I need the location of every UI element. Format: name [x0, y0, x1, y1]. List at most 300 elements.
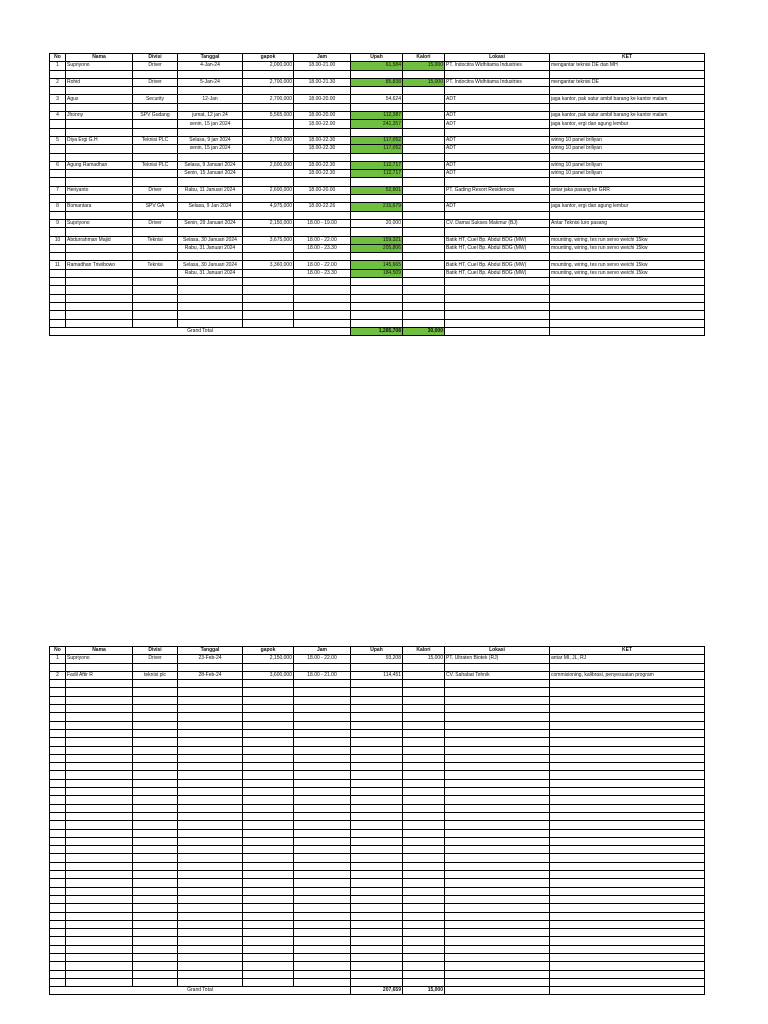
- cell-no: 8: [50, 203, 66, 211]
- table-row: [50, 713, 705, 721]
- cell-jam: [294, 887, 351, 895]
- cell-tanggal: [178, 846, 243, 854]
- cell-kalori: [403, 178, 445, 186]
- table-row: [50, 228, 705, 236]
- cell-nama: [66, 837, 133, 845]
- cell-nama: [66, 812, 133, 820]
- grand-total-label: Grand Total: [50, 327, 351, 335]
- table-2-body: [50, 655, 705, 987]
- cell-kalori: [403, 120, 445, 128]
- cell-nama: [66, 771, 133, 779]
- cell-divisi: [133, 846, 178, 854]
- cell-no: [50, 729, 66, 737]
- cell-tanggal: Selasa, 9 Jan 2024: [178, 203, 243, 211]
- cell-jam: [294, 311, 351, 319]
- cell-upah: [351, 286, 403, 294]
- table-row: [50, 788, 705, 796]
- cell-lokasi: [445, 804, 550, 812]
- cell-no: [50, 696, 66, 704]
- cell-kalori: [403, 219, 445, 227]
- cell-gapok: [243, 887, 294, 895]
- cell-divisi: [133, 920, 178, 928]
- table-1-body: [50, 62, 705, 328]
- cell-gapok: [243, 978, 294, 986]
- cell-ket: [550, 871, 705, 879]
- cell-lokasi: [445, 705, 550, 713]
- cell-nama: Supriyono: [66, 62, 133, 70]
- cell-lokasi: [445, 779, 550, 787]
- cell-tanggal: [178, 829, 243, 837]
- cell-no: [50, 920, 66, 928]
- cell-tanggal: [178, 812, 243, 820]
- cell-upah: [351, 895, 403, 903]
- cell-jam: 18.00 - 22.00: [294, 261, 351, 269]
- cell-ket: [550, 912, 705, 920]
- cell-nama: [66, 128, 133, 136]
- overtime-table-1: [49, 53, 705, 336]
- cell-upah: [351, 103, 403, 111]
- cell-nama: [66, 904, 133, 912]
- cell-divisi: Driver: [133, 78, 178, 86]
- cell-no: [50, 829, 66, 837]
- cell-gapok: [243, 771, 294, 779]
- cell-upah: 112,717: [351, 170, 403, 178]
- cell-divisi: [133, 962, 178, 970]
- cell-upah: [351, 962, 403, 970]
- cell-kalori: [403, 261, 445, 269]
- cell-gapok: 3,675,000: [243, 236, 294, 244]
- cell-tanggal: [178, 796, 243, 804]
- cell-nama: [66, 854, 133, 862]
- cell-divisi: [133, 862, 178, 870]
- cell-tanggal: [178, 763, 243, 771]
- column-header-nama: Nama: [66, 647, 133, 655]
- column-header-lokasi: Lokasi: [445, 54, 550, 62]
- cell-upah: [351, 302, 403, 310]
- grand-total-upah: 1,285,708: [351, 327, 403, 335]
- cell-upah: 117,052: [351, 136, 403, 144]
- cell-ket: [550, 713, 705, 721]
- cell-upah: 93,208: [351, 655, 403, 663]
- cell-nama: [66, 103, 133, 111]
- cell-lokasi: Batik HT, Cuel Bp. Abdul BDG (MW): [445, 269, 550, 277]
- cell-kalori: [403, 186, 445, 194]
- table-row: [50, 696, 705, 704]
- cell-tanggal: [178, 294, 243, 302]
- cell-lokasi: [445, 763, 550, 771]
- cell-divisi: [133, 837, 178, 845]
- cell-nama: [66, 879, 133, 887]
- cell-divisi: [133, 153, 178, 161]
- cell-upah: [351, 837, 403, 845]
- cell-lokasi: [445, 178, 550, 186]
- cell-nama: [66, 804, 133, 812]
- cell-no: [50, 302, 66, 310]
- column-header-divisi: Divisi: [133, 647, 178, 655]
- cell-divisi: [133, 763, 178, 771]
- cell-kalori: [403, 228, 445, 236]
- cell-nama: Diya Ergi G.H: [66, 136, 133, 144]
- cell-nama: [66, 170, 133, 178]
- cell-gapok: 2,150,000: [243, 655, 294, 663]
- table-row: [50, 136, 705, 144]
- cell-ket: [550, 804, 705, 812]
- column-header-jam: Jam: [294, 647, 351, 655]
- cell-jam: [294, 153, 351, 161]
- cell-lokasi: [445, 937, 550, 945]
- cell-jam: [294, 680, 351, 688]
- cell-upah: [351, 779, 403, 787]
- table-row: [50, 70, 705, 78]
- cell-tanggal: senin, 15 jan 2024: [178, 120, 243, 128]
- column-header-no: No: [50, 54, 66, 62]
- cell-gapok: [243, 912, 294, 920]
- cell-tanggal: Rabu, 31 Januari 2024: [178, 244, 243, 252]
- cell-ket: [550, 978, 705, 986]
- cell-tanggal: Selasa, 30 Januari 2024: [178, 261, 243, 269]
- cell-tanggal: [178, 87, 243, 95]
- cell-ket: [550, 253, 705, 261]
- cell-gapok: [243, 746, 294, 754]
- cell-kalori: [403, 788, 445, 796]
- cell-tanggal: [178, 929, 243, 937]
- cell-divisi: [133, 721, 178, 729]
- cell-jam: 18.00-20.00: [294, 95, 351, 103]
- cell-nama: [66, 937, 133, 945]
- cell-upah: [351, 912, 403, 920]
- cell-tanggal: [178, 837, 243, 845]
- cell-kalori: [403, 269, 445, 277]
- cell-divisi: [133, 953, 178, 961]
- cell-gapok: 2,700,000: [243, 78, 294, 86]
- cell-no: [50, 278, 66, 286]
- table-row: [50, 721, 705, 729]
- cell-jam: [294, 195, 351, 203]
- cell-nama: [66, 920, 133, 928]
- cell-nama: [66, 821, 133, 829]
- cell-jam: 18.00-22.30: [294, 161, 351, 169]
- column-header-jam: Jam: [294, 54, 351, 62]
- table-row: [50, 829, 705, 837]
- cell-no: 1: [50, 655, 66, 663]
- cell-kalori: [403, 696, 445, 704]
- cell-gapok: [243, 278, 294, 286]
- cell-ket: [550, 103, 705, 111]
- table-row: [50, 62, 705, 70]
- table-row: [50, 937, 705, 945]
- cell-ket: mounting, wiring, tes run servo weichi 15kw: [550, 236, 705, 244]
- cell-gapok: [243, 70, 294, 78]
- cell-lokasi: [445, 286, 550, 294]
- cell-tanggal: [178, 319, 243, 327]
- cell-lokasi: [445, 879, 550, 887]
- cell-kalori: [403, 70, 445, 78]
- cell-upah: [351, 70, 403, 78]
- table-row: [50, 170, 705, 178]
- cell-kalori: [403, 153, 445, 161]
- cell-jam: [294, 729, 351, 737]
- cell-jam: 18.00-22.30: [294, 136, 351, 144]
- cell-tanggal: [178, 103, 243, 111]
- cell-jam: [294, 829, 351, 837]
- table-row: [50, 302, 705, 310]
- cell-ket: Antar Teknisi luro pasang: [550, 219, 705, 227]
- cell-divisi: [133, 195, 178, 203]
- cell-kalori: [403, 236, 445, 244]
- cell-jam: [294, 779, 351, 787]
- cell-nama: [66, 721, 133, 729]
- cell-ket: [550, 920, 705, 928]
- cell-tanggal: [178, 895, 243, 903]
- cell-nama: [66, 895, 133, 903]
- cell-divisi: [133, 754, 178, 762]
- cell-nama: [66, 70, 133, 78]
- cell-kalori: [403, 953, 445, 961]
- cell-nama: [66, 738, 133, 746]
- cell-kalori: 15,000: [403, 78, 445, 86]
- cell-no: [50, 713, 66, 721]
- table-row: [50, 738, 705, 746]
- table-row: [50, 978, 705, 986]
- cell-gapok: [243, 738, 294, 746]
- cell-no: [50, 754, 66, 762]
- cell-ket: [550, 680, 705, 688]
- table-row: [50, 128, 705, 136]
- table-row: [50, 771, 705, 779]
- cell-upah: 205,806: [351, 244, 403, 252]
- cell-nama: [66, 688, 133, 696]
- cell-lokasi: [445, 821, 550, 829]
- cell-lokasi: [445, 962, 550, 970]
- cell-upah: [351, 253, 403, 261]
- cell-upah: [351, 680, 403, 688]
- cell-gapok: [243, 937, 294, 945]
- table-2-grand-total-row: [50, 987, 705, 995]
- cell-ket: [550, 311, 705, 319]
- cell-jam: [294, 294, 351, 302]
- cell-upah: 241,257: [351, 120, 403, 128]
- cell-no: [50, 228, 66, 236]
- cell-nama: [66, 754, 133, 762]
- table-row: [50, 219, 705, 227]
- cell-gapok: [243, 311, 294, 319]
- cell-ket: [550, 286, 705, 294]
- table-row: [50, 879, 705, 887]
- cell-kalori: [403, 854, 445, 862]
- table-2-header-row: [50, 647, 705, 655]
- cell-jam: [294, 688, 351, 696]
- cell-kalori: [403, 663, 445, 671]
- cell-divisi: [133, 70, 178, 78]
- cell-lokasi: [445, 663, 550, 671]
- cell-kalori: [403, 195, 445, 203]
- cell-no: [50, 763, 66, 771]
- cell-kalori: [403, 203, 445, 211]
- cell-divisi: [133, 779, 178, 787]
- cell-divisi: [133, 713, 178, 721]
- cell-upah: [351, 920, 403, 928]
- cell-tanggal: [178, 195, 243, 203]
- cell-kalori: [403, 128, 445, 136]
- cell-lokasi: PT. Indocitra Widhitama Industries: [445, 78, 550, 86]
- cell-divisi: [133, 286, 178, 294]
- cell-gapok: 2,700,000: [243, 95, 294, 103]
- cell-no: [50, 970, 66, 978]
- cell-no: [50, 145, 66, 153]
- cell-kalori: [403, 904, 445, 912]
- cell-upah: 85,838: [351, 78, 403, 86]
- cell-divisi: Teknisi: [133, 261, 178, 269]
- cell-kalori: [403, 680, 445, 688]
- cell-jam: [294, 278, 351, 286]
- cell-kalori: [403, 779, 445, 787]
- cell-divisi: [133, 294, 178, 302]
- cell-kalori: [403, 244, 445, 252]
- cell-upah: 112,387: [351, 112, 403, 120]
- table-row: [50, 821, 705, 829]
- cell-upah: [351, 978, 403, 986]
- cell-divisi: [133, 904, 178, 912]
- cell-ket: [550, 837, 705, 845]
- cell-gapok: [243, 696, 294, 704]
- cell-lokasi: [445, 904, 550, 912]
- cell-ket: [550, 70, 705, 78]
- cell-kalori: [403, 796, 445, 804]
- cell-upah: 159,321: [351, 236, 403, 244]
- cell-no: 9: [50, 219, 66, 227]
- cell-jam: [294, 962, 351, 970]
- cell-upah: [351, 228, 403, 236]
- cell-upah: 145,665: [351, 261, 403, 269]
- overtime-table-2: [49, 646, 705, 995]
- cell-no: [50, 153, 66, 161]
- cell-no: [50, 128, 66, 136]
- cell-no: [50, 904, 66, 912]
- cell-jam: 18.00-22.30: [294, 170, 351, 178]
- cell-gapok: 5,565,000: [243, 112, 294, 120]
- cell-tanggal: [178, 153, 243, 161]
- cell-nama: [66, 178, 133, 186]
- cell-jam: [294, 228, 351, 236]
- cell-divisi: [133, 821, 178, 829]
- cell-lokasi: [445, 721, 550, 729]
- table-row: [50, 804, 705, 812]
- cell-lokasi: [445, 945, 550, 953]
- cell-nama: Agung Ramadhan: [66, 161, 133, 169]
- cell-upah: [351, 713, 403, 721]
- cell-jam: [294, 970, 351, 978]
- cell-jam: 18.00-22.30: [294, 145, 351, 153]
- cell-nama: Fadil Aftir R: [66, 671, 133, 679]
- cell-tanggal: [178, 937, 243, 945]
- table-row: [50, 779, 705, 787]
- cell-divisi: [133, 970, 178, 978]
- cell-no: [50, 688, 66, 696]
- cell-jam: [294, 211, 351, 219]
- grand-total-lokasi: [445, 327, 550, 335]
- cell-kalori: [403, 912, 445, 920]
- cell-jam: [294, 663, 351, 671]
- cell-tanggal: [178, 804, 243, 812]
- table-row: [50, 671, 705, 679]
- cell-gapok: [243, 319, 294, 327]
- table-row: [50, 78, 705, 86]
- cell-upah: 61,584: [351, 62, 403, 70]
- cell-jam: [294, 796, 351, 804]
- cell-no: [50, 244, 66, 252]
- cell-ket: jaga kantor, pak satur ambil barang ke kantor malam: [550, 112, 705, 120]
- table-row: [50, 688, 705, 696]
- cell-gapok: [243, 211, 294, 219]
- table-row: [50, 311, 705, 319]
- cell-no: [50, 912, 66, 920]
- cell-gapok: [243, 788, 294, 796]
- cell-no: [50, 937, 66, 945]
- cell-jam: [294, 128, 351, 136]
- table-1-grand-total-row: [50, 327, 705, 335]
- cell-ket: [550, 228, 705, 236]
- cell-gapok: [243, 862, 294, 870]
- cell-lokasi: [445, 920, 550, 928]
- cell-tanggal: [178, 746, 243, 754]
- cell-divisi: [133, 319, 178, 327]
- cell-tanggal: senin, 15 jan 2024: [178, 145, 243, 153]
- cell-kalori: [403, 821, 445, 829]
- cell-jam: [294, 696, 351, 704]
- cell-gapok: [243, 879, 294, 887]
- cell-divisi: [133, 887, 178, 895]
- cell-tanggal: [178, 953, 243, 961]
- cell-no: [50, 812, 66, 820]
- cell-kalori: [403, 161, 445, 169]
- cell-gapok: [243, 837, 294, 845]
- cell-divisi: [133, 253, 178, 261]
- cell-lokasi: [445, 153, 550, 161]
- cell-divisi: SPV Gudang: [133, 112, 178, 120]
- cell-nama: [66, 278, 133, 286]
- column-header-tanggal: Tanggal: [178, 54, 243, 62]
- cell-gapok: [243, 970, 294, 978]
- cell-lokasi: [445, 278, 550, 286]
- cell-divisi: [133, 302, 178, 310]
- cell-tanggal: [178, 788, 243, 796]
- cell-divisi: [133, 128, 178, 136]
- cell-no: 2: [50, 78, 66, 86]
- cell-ket: [550, 879, 705, 887]
- table-row: [50, 261, 705, 269]
- cell-kalori: [403, 671, 445, 679]
- cell-ket: [550, 688, 705, 696]
- cell-no: [50, 978, 66, 986]
- cell-kalori: [403, 837, 445, 845]
- cell-no: 5: [50, 136, 66, 144]
- cell-no: [50, 895, 66, 903]
- cell-no: [50, 269, 66, 277]
- cell-gapok: [243, 688, 294, 696]
- cell-gapok: [243, 796, 294, 804]
- cell-jam: [294, 253, 351, 261]
- cell-gapok: 3,600,000: [243, 671, 294, 679]
- cell-kalori: 15,000: [403, 62, 445, 70]
- cell-ket: [550, 829, 705, 837]
- cell-tanggal: [178, 70, 243, 78]
- column-header-kalori: Kalori: [403, 54, 445, 62]
- cell-ket: commisioning, kalibrasi, penyesuaian program: [550, 671, 705, 679]
- cell-tanggal: [178, 879, 243, 887]
- cell-gapok: [243, 153, 294, 161]
- cell-divisi: [133, 103, 178, 111]
- cell-ket: [550, 846, 705, 854]
